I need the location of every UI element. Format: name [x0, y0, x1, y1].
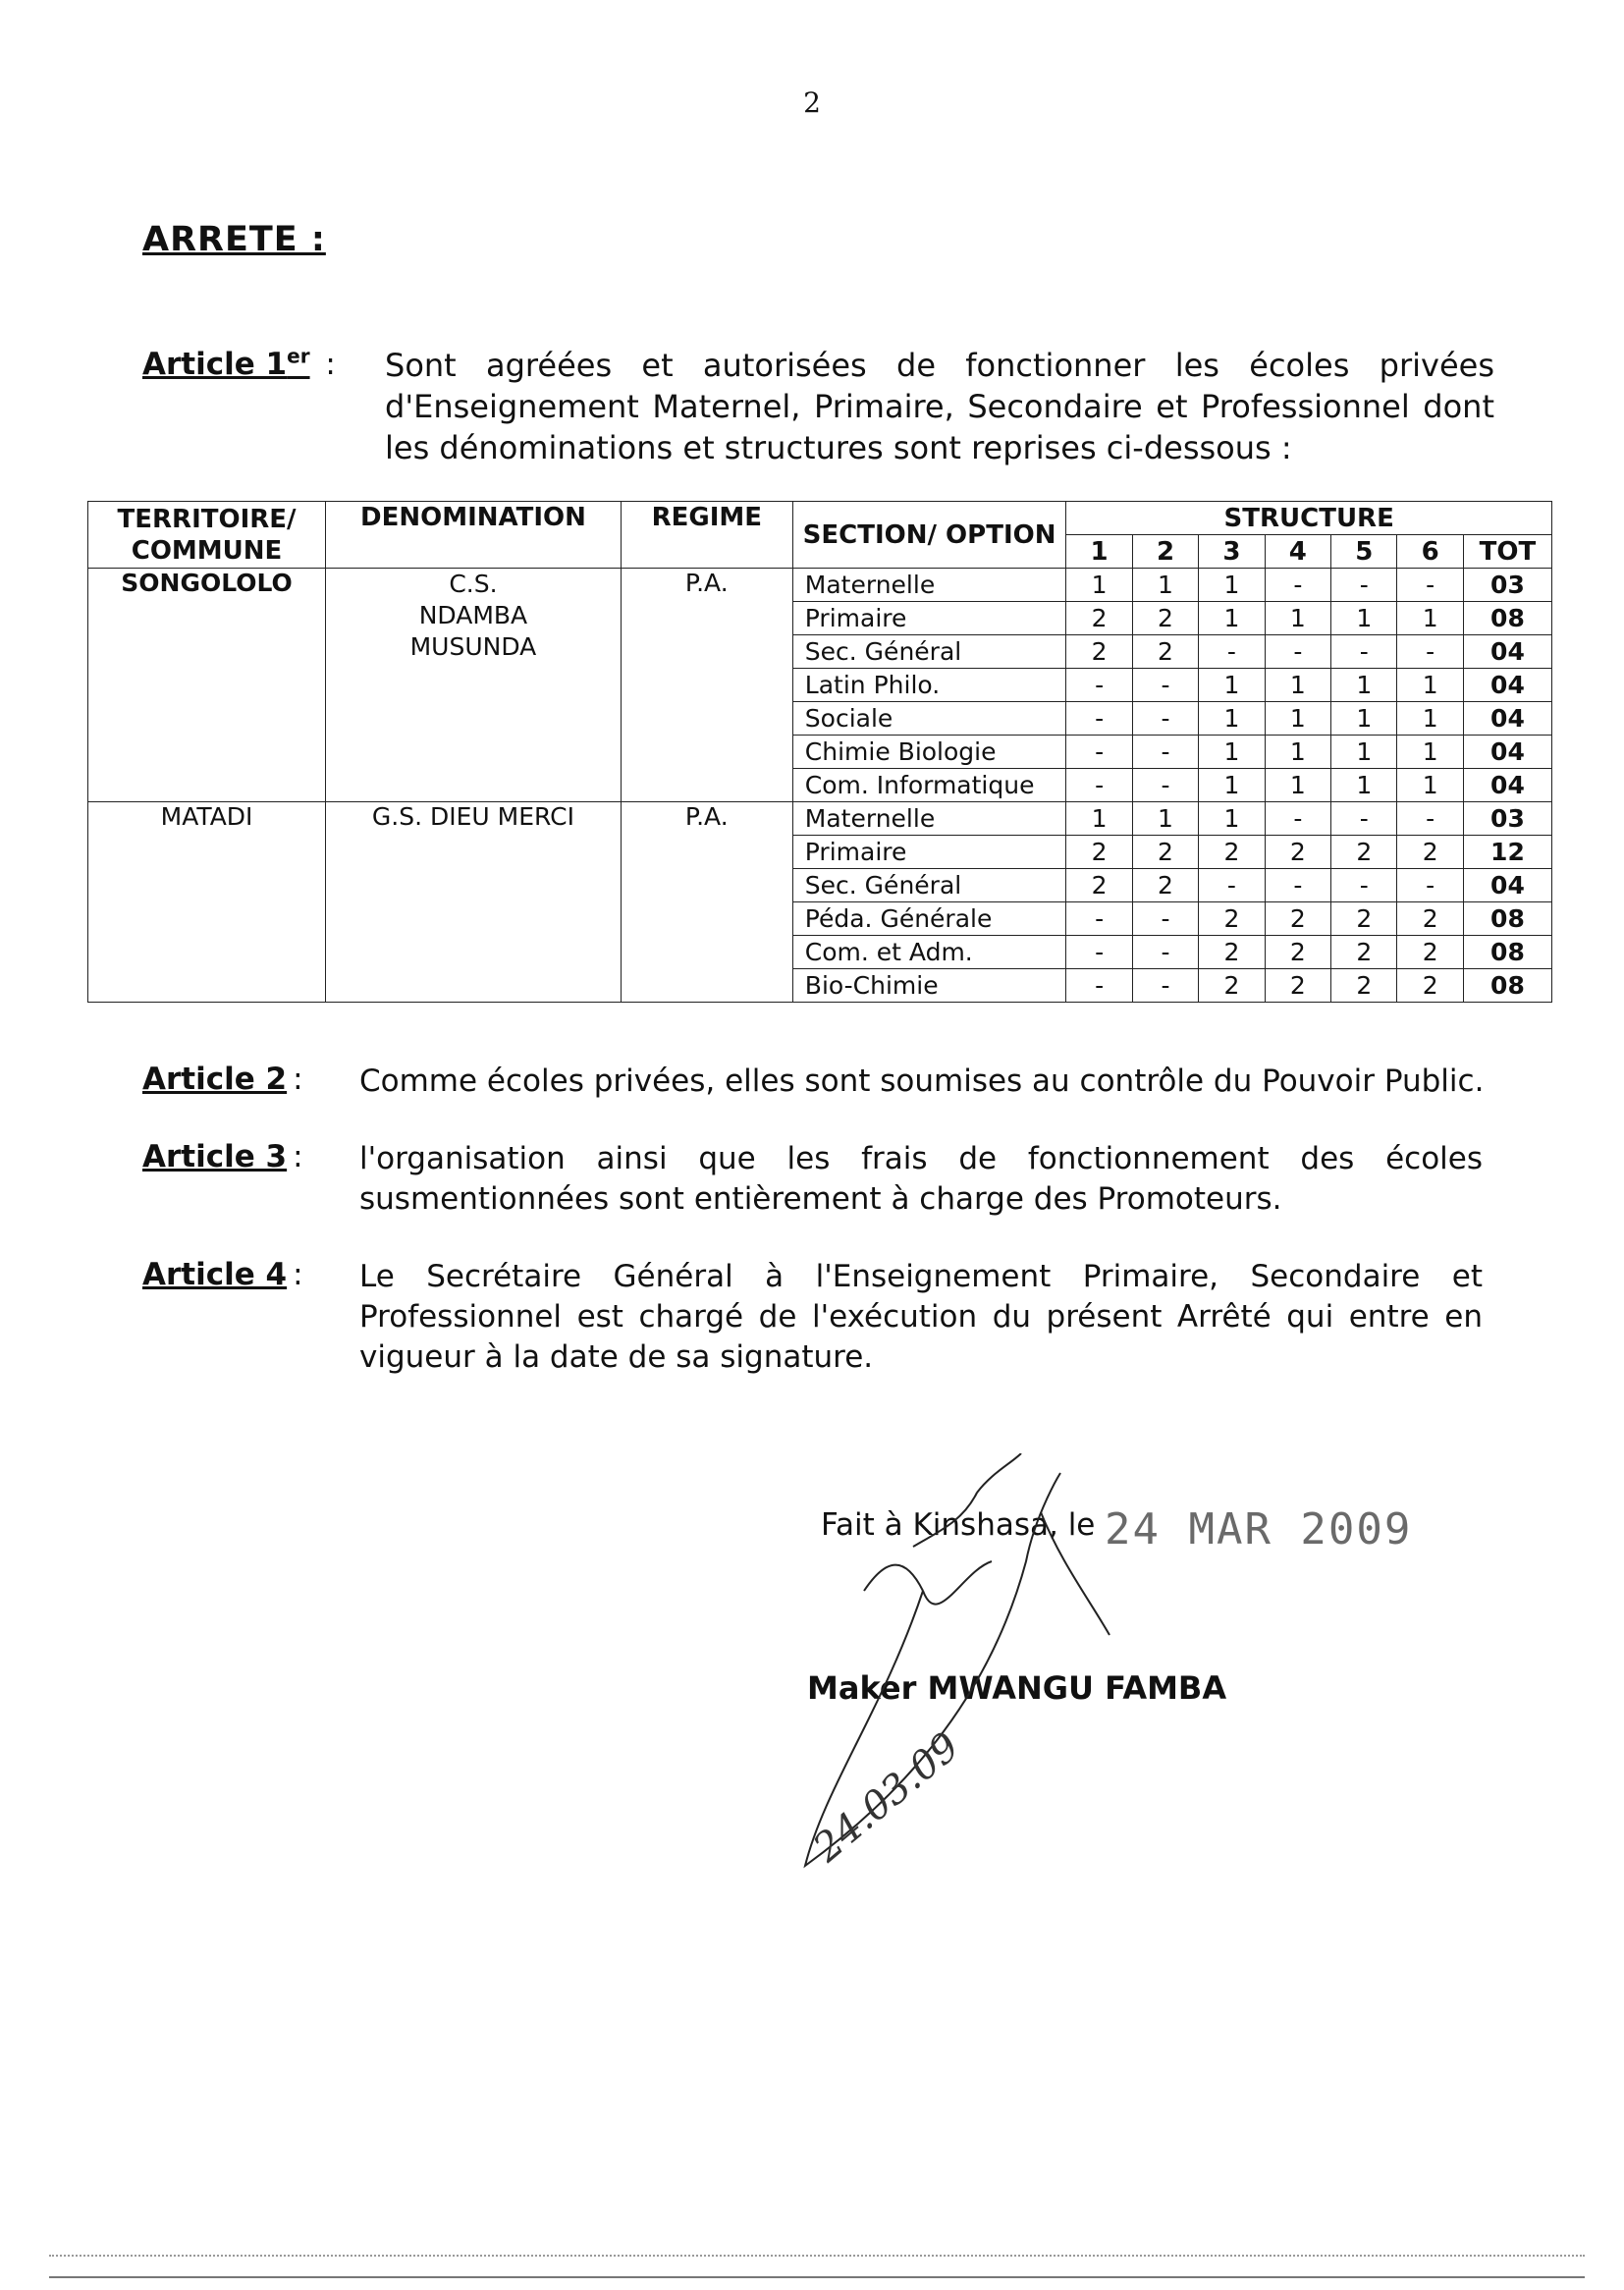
total-cell: 03: [1463, 569, 1551, 602]
value-cell: 2: [1066, 836, 1132, 869]
value-cell: 1: [1132, 802, 1198, 836]
section-cell: Com. Informatique: [792, 769, 1066, 802]
value-cell: 1: [1331, 602, 1397, 635]
article-4-text: Le Secrétaire Général à l'Enseignement Primaire, Secondaire et Professionnel est chargé de l'exécution du présent Arrêté qui entre en vigueur à la date de sa signature.: [359, 1259, 1483, 1375]
document-heading: ARRETE :: [142, 220, 326, 259]
value-cell: -: [1066, 669, 1132, 702]
value-cell: -: [1397, 635, 1463, 669]
value-cell: 1: [1265, 769, 1330, 802]
value-cell: 2: [1331, 836, 1397, 869]
total-cell: 04: [1463, 736, 1551, 769]
value-cell: -: [1066, 969, 1132, 1003]
value-cell: 2: [1199, 936, 1265, 969]
scan-edge-line: [49, 2276, 1585, 2278]
header-col-5: 5: [1331, 535, 1397, 569]
value-cell: -: [1199, 635, 1265, 669]
value-cell: 2: [1397, 969, 1463, 1003]
value-cell: 1: [1331, 769, 1397, 802]
header-territoire: TERRITOIRE/ COMMUNE: [88, 502, 326, 569]
value-cell: -: [1397, 802, 1463, 836]
value-cell: 2: [1199, 836, 1265, 869]
value-cell: -: [1132, 902, 1198, 936]
value-cell: -: [1066, 736, 1132, 769]
total-cell: 04: [1463, 702, 1551, 736]
article-3-text: l'organisation ainsi que les frais de fonctionnement des écoles susmentionnées sont entièrement à charge des Promoteurs.: [359, 1141, 1483, 1217]
value-cell: 2: [1331, 902, 1397, 936]
value-cell: -: [1331, 802, 1397, 836]
value-cell: 1: [1199, 736, 1265, 769]
header-denomination: DENOMINATION: [326, 502, 622, 569]
denomination-cell: G.S. DIEU MERCI: [326, 802, 622, 1003]
value-cell: -: [1397, 869, 1463, 902]
value-cell: -: [1199, 869, 1265, 902]
value-cell: -: [1265, 869, 1330, 902]
article-1-label: Article 1er :: [142, 345, 336, 383]
total-cell: 04: [1463, 635, 1551, 669]
value-cell: -: [1132, 769, 1198, 802]
section-cell: Sec. Général: [792, 869, 1066, 902]
signatory-name: Maker MWANGU FAMBA: [807, 1669, 1227, 1707]
article-3-label: Article 3 :: [142, 1139, 303, 1174]
value-cell: -: [1265, 802, 1330, 836]
value-cell: 2: [1265, 969, 1330, 1003]
value-cell: 2: [1066, 869, 1132, 902]
value-cell: 2: [1265, 936, 1330, 969]
value-cell: 1: [1397, 736, 1463, 769]
value-cell: 1: [1331, 702, 1397, 736]
territoire-cell: MATADI: [88, 802, 326, 1003]
total-cell: 04: [1463, 669, 1551, 702]
value-cell: 1: [1132, 569, 1198, 602]
value-cell: 1: [1397, 602, 1463, 635]
header-col-1: 1: [1066, 535, 1132, 569]
section-cell: Péda. Générale: [792, 902, 1066, 936]
article-2-label: Article 2 :: [142, 1062, 303, 1097]
value-cell: 2: [1199, 969, 1265, 1003]
total-cell: 08: [1463, 902, 1551, 936]
value-cell: 2: [1397, 936, 1463, 969]
value-cell: 1: [1265, 669, 1330, 702]
section-cell: Primaire: [792, 836, 1066, 869]
header-col-3: 3: [1199, 535, 1265, 569]
header-structure: STRUCTURE: [1066, 502, 1552, 535]
section-cell: Maternelle: [792, 802, 1066, 836]
article-4-label: Article 4 :: [142, 1257, 303, 1292]
value-cell: 1: [1331, 736, 1397, 769]
section-cell: Primaire: [792, 602, 1066, 635]
article-1-text: Sont agréées et autorisées de fonctionner les écoles privées d'Enseignement Maternel, Primaire, Secondaire et Professionnel dont les dénominations et structures sont reprises ci-dessous :: [385, 347, 1494, 466]
regime-cell: P.A.: [621, 569, 792, 802]
value-cell: 2: [1132, 602, 1198, 635]
value-cell: 1: [1397, 669, 1463, 702]
value-cell: 1: [1265, 702, 1330, 736]
value-cell: 2: [1132, 836, 1198, 869]
total-cell: 04: [1463, 869, 1551, 902]
section-cell: Com. et Adm.: [792, 936, 1066, 969]
total-cell: 08: [1463, 602, 1551, 635]
value-cell: 2: [1265, 836, 1330, 869]
value-cell: 1: [1265, 602, 1330, 635]
section-cell: Maternelle: [792, 569, 1066, 602]
value-cell: 2: [1199, 902, 1265, 936]
section-cell: Chimie Biologie: [792, 736, 1066, 769]
header-section: SECTION/ OPTION: [792, 502, 1066, 569]
article-2-text: Comme écoles privées, elles sont soumises au contrôle du Pouvoir Public.: [359, 1063, 1485, 1099]
value-cell: -: [1066, 769, 1132, 802]
value-cell: -: [1331, 869, 1397, 902]
value-cell: 1: [1397, 702, 1463, 736]
section-cell: Sec. Général: [792, 635, 1066, 669]
schools-table: [87, 501, 1552, 1003]
total-cell: 04: [1463, 769, 1551, 802]
value-cell: -: [1066, 702, 1132, 736]
value-cell: 1: [1199, 569, 1265, 602]
value-cell: -: [1132, 736, 1198, 769]
value-cell: 2: [1331, 969, 1397, 1003]
value-cell: -: [1066, 936, 1132, 969]
header-col-6: 6: [1397, 535, 1463, 569]
value-cell: 1: [1199, 669, 1265, 702]
value-cell: 2: [1066, 602, 1132, 635]
total-cell: 08: [1463, 969, 1551, 1003]
section-cell: Sociale: [792, 702, 1066, 736]
article-1-sup: er: [287, 345, 310, 368]
denomination-cell: [326, 569, 622, 802]
value-cell: 2: [1397, 902, 1463, 936]
handwritten-date: 24.03.09: [805, 1723, 969, 1872]
date-stamp: 24 MAR 2009: [1105, 1504, 1413, 1554]
value-cell: 1: [1066, 802, 1132, 836]
page-number: 2: [803, 86, 821, 119]
value-cell: -: [1066, 902, 1132, 936]
signature-place: Fait à Kinshasa, le: [821, 1507, 1096, 1543]
value-cell: 1: [1265, 736, 1330, 769]
article-4-label-text: Article 4: [142, 1257, 288, 1292]
value-cell: 1: [1199, 802, 1265, 836]
section-cell: Latin Philo.: [792, 669, 1066, 702]
article-2-label-text: Article 2: [142, 1062, 288, 1097]
article-3-label-text: Article 3: [142, 1139, 288, 1174]
table-row: [88, 569, 1552, 602]
territoire-cell: SONGOLOLO: [88, 569, 326, 802]
article-1-label-text: Article 1: [142, 347, 288, 383]
value-cell: 2: [1265, 902, 1330, 936]
value-cell: 2: [1397, 836, 1463, 869]
table-row: [88, 802, 1552, 836]
value-cell: -: [1132, 936, 1198, 969]
value-cell: -: [1132, 969, 1198, 1003]
value-cell: 1: [1331, 669, 1397, 702]
scan-edge-line: [49, 2255, 1585, 2257]
header-regime: REGIME: [621, 502, 792, 569]
value-cell: -: [1331, 569, 1397, 602]
value-cell: -: [1265, 569, 1330, 602]
value-cell: -: [1132, 669, 1198, 702]
value-cell: 1: [1199, 769, 1265, 802]
value-cell: -: [1331, 635, 1397, 669]
regime-cell: P.A.: [621, 802, 792, 1003]
header-col-4: 4: [1265, 535, 1330, 569]
section-cell: Bio-Chimie: [792, 969, 1066, 1003]
header-col-2: 2: [1132, 535, 1198, 569]
value-cell: 2: [1132, 635, 1198, 669]
value-cell: 2: [1132, 869, 1198, 902]
value-cell: -: [1397, 569, 1463, 602]
value-cell: -: [1265, 635, 1330, 669]
total-cell: 03: [1463, 802, 1551, 836]
total-cell: 08: [1463, 936, 1551, 969]
value-cell: 1: [1199, 702, 1265, 736]
value-cell: 1: [1066, 569, 1132, 602]
value-cell: 2: [1066, 635, 1132, 669]
value-cell: 2: [1331, 936, 1397, 969]
header-col-tot: TOT: [1463, 535, 1551, 569]
denomination-text: C.S. NDAMBA MUSUNDA: [409, 570, 537, 661]
value-cell: 1: [1397, 769, 1463, 802]
value-cell: -: [1132, 702, 1198, 736]
value-cell: 1: [1199, 602, 1265, 635]
total-cell: 12: [1463, 836, 1551, 869]
